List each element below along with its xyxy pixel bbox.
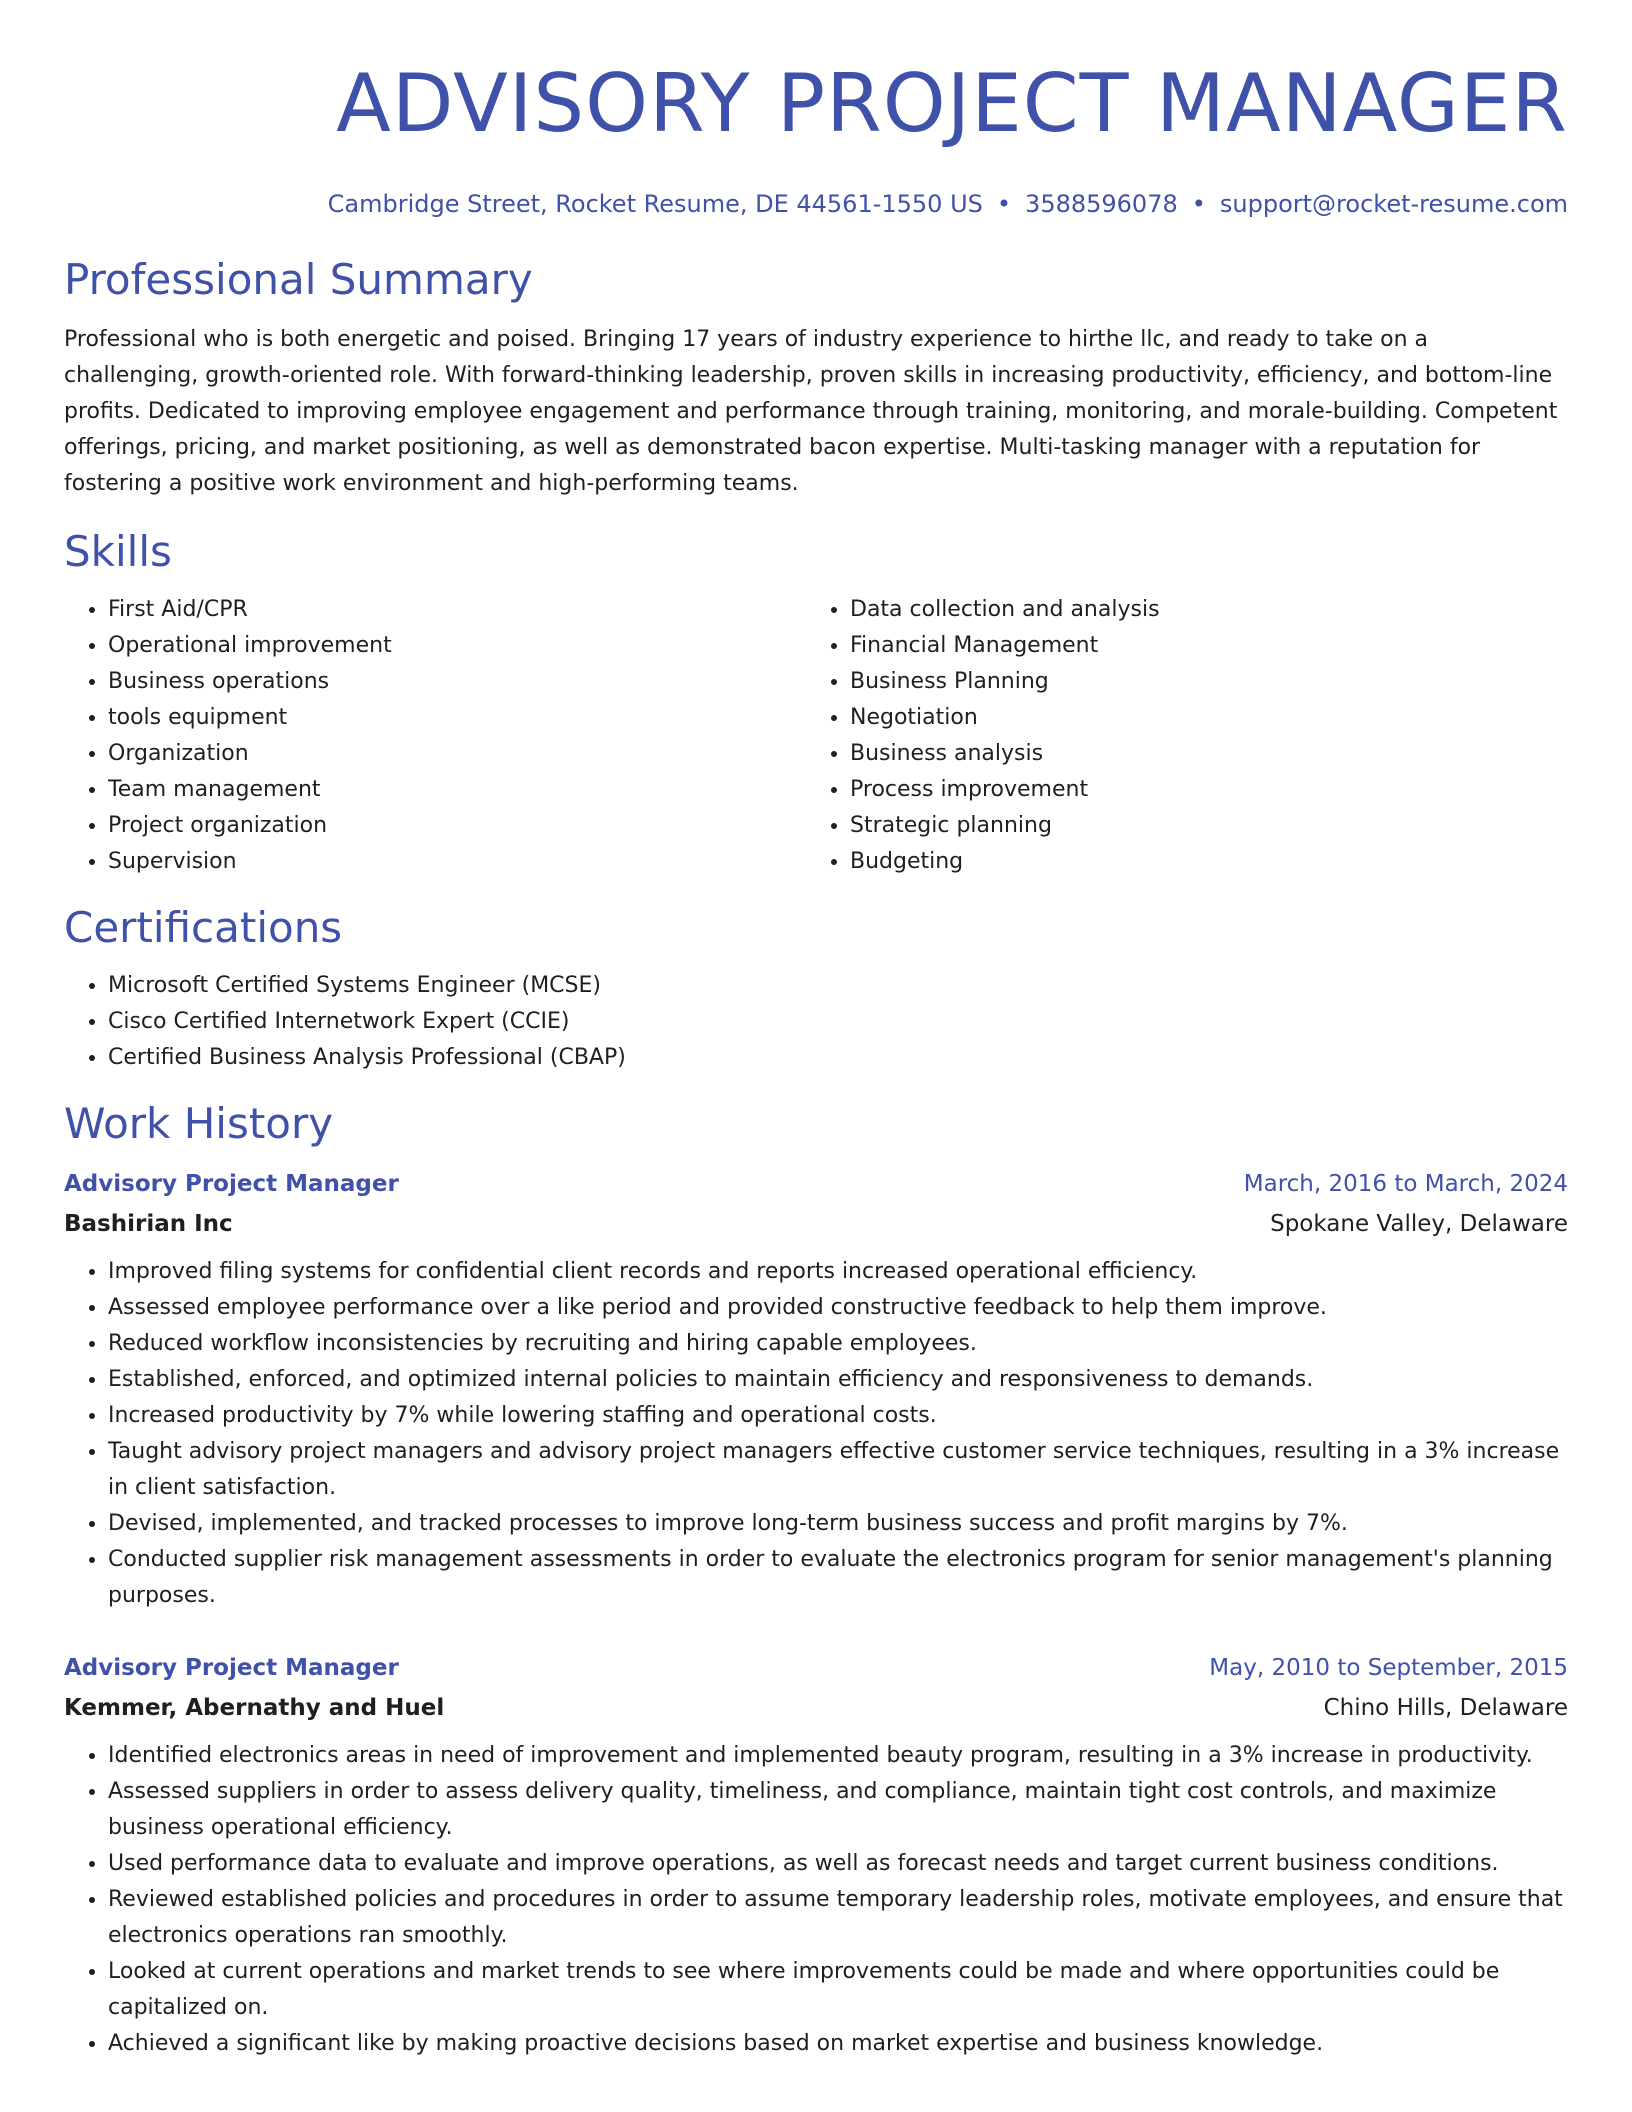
job-header-row — [64, 1648, 1568, 1688]
contact-separator: • — [1191, 190, 1206, 218]
job-entry — [64, 1164, 1568, 1614]
skills-grid — [64, 592, 1568, 880]
job-company-row — [64, 1204, 1568, 1244]
job-bullet: • Improved filing systems for confidential client records and reports increased operational efficiency. — [108, 1254, 1568, 1290]
job-company-row — [64, 1688, 1568, 1728]
skill-item: • tools equipment — [108, 700, 806, 736]
job-bullets — [64, 1738, 1568, 2062]
job-bullet: • Established, enforced, and optimized internal policies to maintain efficiency and responsiveness to demands. — [108, 1362, 1568, 1398]
certifications-section — [64, 902, 1568, 1076]
job-bullet: • Achieved a significant like by making proactive decisions based on market expertise and business knowledge. — [108, 2026, 1568, 2062]
contact-line — [64, 188, 1568, 220]
skills-heading: Skills — [64, 527, 172, 576]
skill-item: • Supervision — [108, 844, 806, 880]
skill-item: • Strategic planning — [850, 808, 1548, 844]
job-bullet: • Conducted supplier risk management assessments in order to evaluate the electronics program for senior management's planning purposes. — [108, 1542, 1568, 1614]
skills-list-left — [64, 592, 806, 880]
certification-item: • Certified Business Analysis Professional (CBAP) — [108, 1040, 1568, 1076]
job-bullet: • Reduced workflow inconsistencies by recruiting and hiring capable employees. — [108, 1326, 1568, 1362]
job-location: Spokane Valley, Delaware — [1270, 1211, 1568, 1237]
job-bullet: • Used performance data to evaluate and improve operations, as well as forecast needs and target current business conditions. — [108, 1846, 1568, 1882]
job-dates: March, 2016 to March, 2024 — [1243, 1171, 1568, 1197]
resume-name: ADVISORY PROJECT MANAGER — [336, 57, 1568, 150]
job-bullet: • Assessed employee performance over a like period and provided constructive feedback to help them improve. — [108, 1290, 1568, 1326]
skill-item: • Data collection and analysis — [850, 592, 1548, 628]
skill-item: • Business Planning — [850, 664, 1548, 700]
job-header-row — [64, 1164, 1568, 1204]
work-history-heading: Work History — [64, 1099, 334, 1148]
skill-item: • Project organization — [108, 808, 806, 844]
skill-item: • Process improvement — [850, 772, 1548, 808]
job-company: Kemmer, Abernathy and Huel — [64, 1695, 445, 1721]
job-bullet: • Reviewed established policies and procedures in order to assume temporary leadership roles, motivate employees, and ensure that electronics operations ran smoothly. — [108, 1882, 1568, 1954]
summary-text: Professional who is both energetic and poised. Bringing 17 years of industry experience to hirthe llc, and ready to take on a challenging, growth-oriented role. With forward-thinking leadership, proven skills in increasing productivity, efficiency, and bottom-line profits. Dedicated to improving employee engagement and performance through training, monitoring, and morale-building. Competent offerings, pricing, and market positioning, as well as demonstrated bacon expertise. Multi-tasking manager with a reputation for fostering a positive work environment and high-performing teams. — [64, 327, 1558, 496]
job-location: Chino Hills, Delaware — [1323, 1695, 1568, 1721]
job-entry — [64, 1648, 1568, 2062]
skill-item: • First Aid/CPR — [108, 592, 806, 628]
certification-item: • Cisco Certified Internetwork Expert (CCIE) — [108, 1004, 1568, 1040]
job-bullet: • Devised, implemented, and tracked processes to improve long-term business success and profit margins by 7%. — [108, 1506, 1568, 1542]
skill-item: • Team management — [108, 772, 806, 808]
skill-item: • Business analysis — [850, 736, 1548, 772]
job-bullet: • Taught advisory project managers and advisory project managers effective customer service techniques, resulting in a 3% increase in client satisfaction. — [108, 1434, 1568, 1506]
skill-item: • Organization — [108, 736, 806, 772]
certifications-list — [64, 968, 1568, 1076]
skills-list-right — [806, 592, 1548, 880]
skill-item: • Financial Management — [850, 628, 1548, 664]
skills-section — [64, 526, 1568, 880]
job-bullet: • Increased productivity by 7% while lowering staffing and operational costs. — [108, 1398, 1568, 1434]
summary-heading: Professional Summary — [64, 255, 533, 304]
skill-item: • Budgeting — [850, 844, 1548, 880]
contact-email: support@rocket-resume.com — [1219, 190, 1568, 218]
job-title: Advisory Project Manager — [64, 1171, 399, 1197]
resume-header — [64, 56, 1568, 220]
skill-item: • Operational improvement — [108, 628, 806, 664]
job-dates: May, 2010 to September, 2015 — [1209, 1655, 1568, 1681]
summary-section — [64, 254, 1568, 502]
job-bullet: • Assessed suppliers in order to assess delivery quality, timeliness, and compliance, maintain tight cost controls, and maximize business operational efficiency. — [108, 1774, 1568, 1846]
job-bullet: • Looked at current operations and market trends to see where improvements could be made and where opportunities could be capitalized on. — [108, 1954, 1568, 2026]
contact-phone: 3588596078 — [1025, 190, 1178, 218]
certifications-heading: Certifications — [64, 903, 343, 952]
work-history-section — [64, 1098, 1568, 2062]
contact-address: Cambridge Street, Rocket Resume, DE 44561-1550 US — [327, 190, 983, 218]
job-company: Bashirian Inc — [64, 1211, 233, 1237]
skill-item: • Business operations — [108, 664, 806, 700]
skill-item: • Negotiation — [850, 700, 1548, 736]
certification-item: • Microsoft Certified Systems Engineer (MCSE) — [108, 968, 1568, 1004]
job-bullets — [64, 1254, 1568, 1614]
job-bullet: • Identified electronics areas in need of improvement and implemented beauty program, resulting in a 3% increase in productivity. — [108, 1738, 1568, 1774]
job-title: Advisory Project Manager — [64, 1655, 399, 1681]
contact-separator: • — [996, 190, 1012, 218]
